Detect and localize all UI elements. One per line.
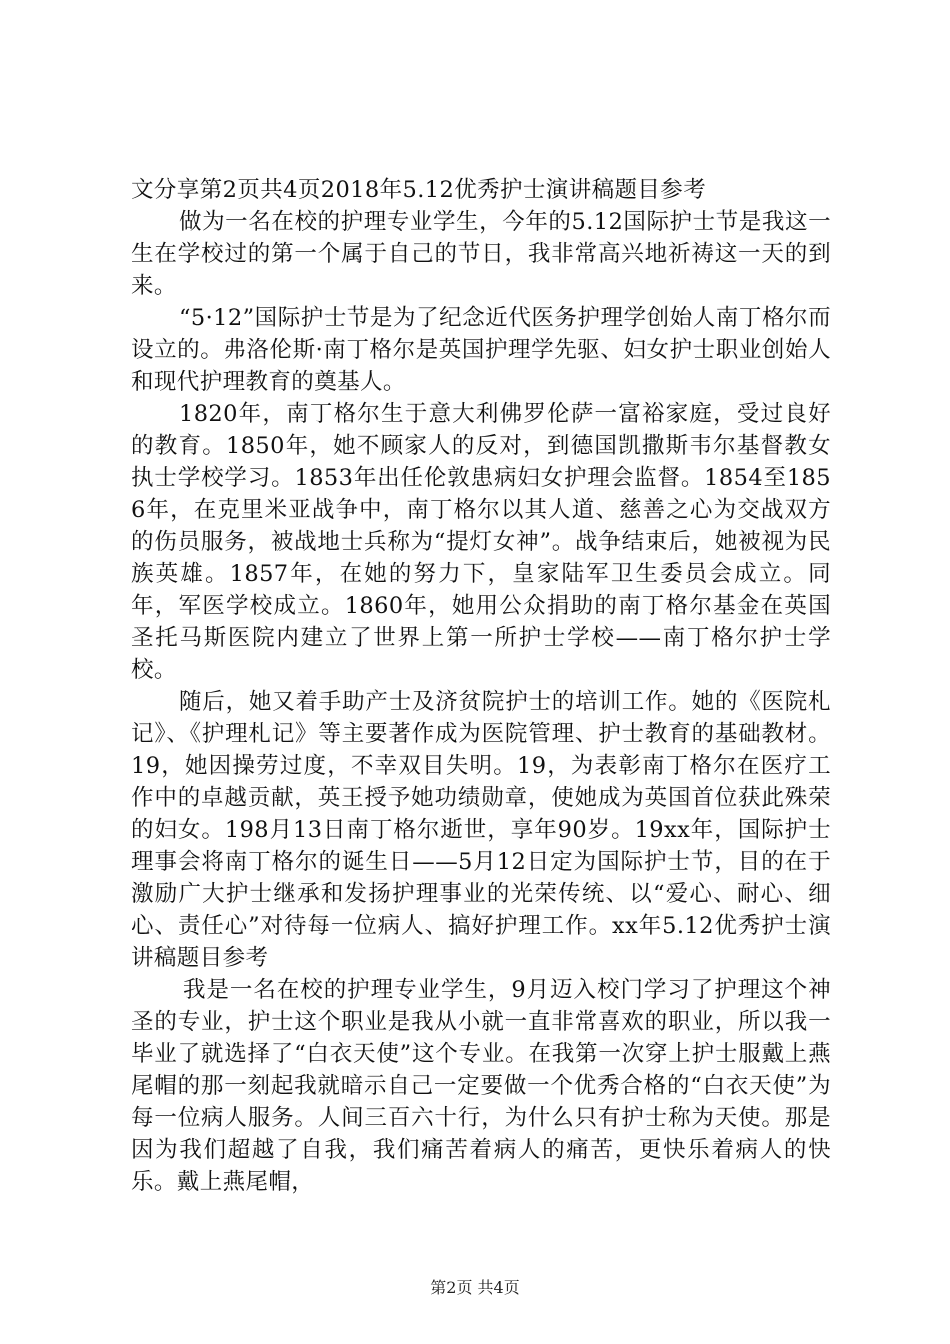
paragraph-intro: 做为一名在校的护理专业学生，今年的5.12国际护士节是我这一生在学校过的第一个属于自己的节日，我非常高兴地祈祷这一天的到来。 [131, 209, 831, 299]
document-body [131, 174, 831, 1198]
paragraph-student-speech: 我是一名在校的护理专业学生，9月迈入校门学习了护理这个神圣的专业，护士这个职业是我从小就一直非常喜欢的职业，所以我一毕业了就选择了“白衣天使”这个专业。在我第一次穿上护士服戴上燕尾帽的那一刻起我就暗示自己一定要做一个优秀合格的“白衣天使”为每一位病人服务。人间三百六十行，为什么只有护士称为天使。那是因为我们超越了自我，我们痛苦着病人的痛苦，更快乐着病人的快乐。戴上燕尾帽， [131, 977, 831, 1195]
page-number-footer: 第2页 共4页 [430, 1278, 520, 1297]
document-heading-line: 文分享第2页共4页2018年5.12优秀护士演讲稿题目参考 [131, 177, 707, 203]
paragraph-festival-origin: “5·12”国际护士节是为了纪念近代医务护理学创始人南丁格尔而设立的。弗洛伦斯·南丁格尔是英国护理学先驱、妇女护士职业创始人和现代护理教育的奠基人。 [131, 305, 831, 395]
paragraph-nightingale-biography: 1820年，南丁格尔生于意大利佛罗伦萨一富裕家庭，受过良好的教育。1850年，她不顾家人的反对，到德国凯撒斯韦尔基督教女执士学校学习。1853年出任伦敦患病妇女护理会监督。1854至1856年，在克里米亚战争中，南丁格尔以其人道、慈善之心为交战双方的伤员服务，被战地士兵称为“提灯女神”。战争结束后，她被视为民族英雄。1857年，在她的努力下，皇家陆军卫生委员会成立。同年，军医学校成立。1860年，她用公众捐助的南丁格尔基金在英国圣托马斯医院内建立了世界上第一所护士学校——南丁格尔护士学校。 [131, 401, 831, 683]
paragraph-nightingale-later-life: 随后，她又着手助产士及济贫院护士的培训工作。她的《医院札记》、《护理札记》等主要著作成为医院管理、护士教育的基础教材。19，她因操劳过度，不幸双目失明。19，为表彰南丁格尔在医疗工作中的卓越贡献，英王授予她功绩勋章，使她成为英国首位获此殊荣的妇女。198月13日南丁格尔逝世，享年90岁。19xx年，国际护士理事会将南丁格尔的诞生日——5月12日定为国际护士节，目的在于激励广大护士继承和发扬护理事业的光荣传统、以“爱心、耐心、细心、责任心”对待每一位病人、搞好护理工作。xx年5.12优秀护士演讲稿题目参考 [131, 689, 831, 971]
